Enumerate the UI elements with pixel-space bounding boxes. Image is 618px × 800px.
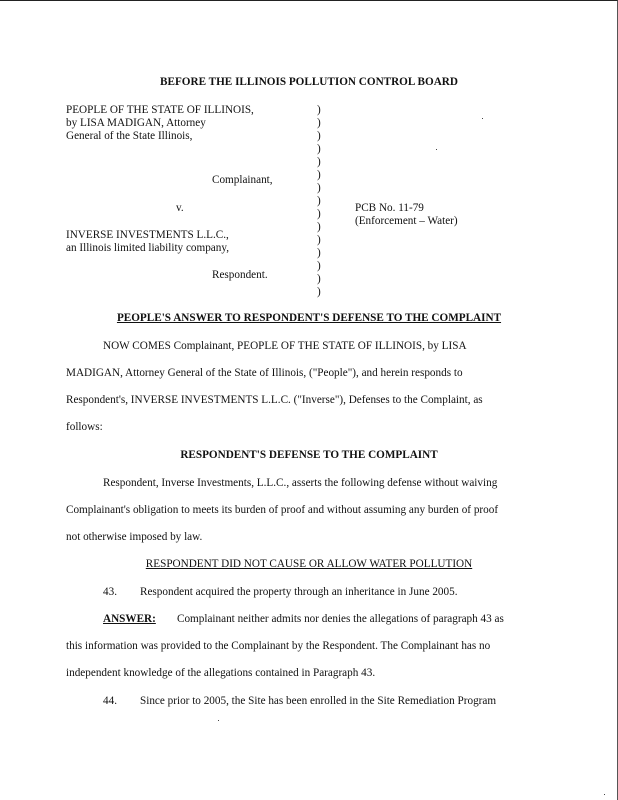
- paren: ): [317, 208, 321, 220]
- intro-line-2: MADIGAN, Attorney General of the State of Illinois, ("People"), and herein responds to: [66, 367, 463, 379]
- defense-heading: RESPONDENT'S DEFENSE TO THE COMPLAINT: [180, 449, 438, 461]
- answer-heading: PEOPLE'S ANSWER TO RESPONDENT'S DEFENSE TO THE COMPLAINT: [116, 312, 502, 324]
- paren: ): [317, 195, 321, 207]
- paren: ): [317, 260, 321, 272]
- paren: ): [317, 156, 321, 168]
- defense-line-1: Respondent, Inverse Investments, L.L.C., asserts the following defense without waiving: [103, 477, 498, 489]
- para-44-text: Since prior to 2005, the Site has been enrolled in the Site Remediation Program: [140, 695, 497, 707]
- intro-line-1: NOW COMES Complainant, PEOPLE OF THE STATE OF ILLINOIS, by LISA: [103, 340, 467, 352]
- para-43-number: 43.: [103, 586, 117, 598]
- plaintiff-line-1: PEOPLE OF THE STATE OF ILLINOIS,: [66, 104, 254, 116]
- scan-speck: [436, 149, 437, 150]
- respondent-label: Respondent.: [212, 269, 268, 281]
- intro-line-4: follows:: [66, 421, 103, 433]
- defense-line-2: Complainant's obligation to meets its burden of proof and without assuming any burden of proof: [66, 504, 499, 516]
- plaintiff-line-2: by LISA MADIGAN, Attorney: [66, 117, 206, 129]
- scan-speck: [218, 720, 219, 721]
- paren: ): [317, 286, 321, 298]
- defendant-line-1: INVERSE INVESTMENTS L.L.C.,: [66, 229, 229, 241]
- answer-43-line-1: Complainant neither admits nor denies the allegations of paragraph 43 as: [177, 613, 504, 625]
- versus-label: v.: [176, 202, 184, 214]
- board-title: BEFORE THE ILLINOIS POLLUTION CONTROL BOARD: [160, 76, 458, 88]
- defendant-line-2: an Illinois limited liability company,: [66, 242, 230, 254]
- case-type: (Enforcement – Water): [355, 215, 458, 227]
- paren: ): [317, 182, 321, 194]
- para-43-text: Respondent acquired the property through an inheritance in June 2005.: [140, 586, 458, 598]
- scan-speck: [482, 118, 483, 119]
- intro-line-3: Respondent's, INVERSE INVESTMENTS L.L.C. ("Inverse"), Defenses to the Complaint, as: [66, 394, 483, 406]
- scan-speck: [604, 794, 605, 795]
- paren: ): [317, 104, 321, 116]
- paren: ): [317, 169, 321, 181]
- paren: ): [317, 117, 321, 129]
- case-number: PCB No. 11-79: [355, 202, 424, 214]
- answer-label: ANSWER:: [103, 613, 156, 625]
- paren: ): [317, 247, 321, 259]
- paren: ): [317, 273, 321, 285]
- defense-line-3: not otherwise imposed by law.: [66, 531, 203, 543]
- paren: ): [317, 143, 321, 155]
- complainant-label: Complainant,: [212, 174, 273, 186]
- paren: ): [317, 130, 321, 142]
- answer-43-line-3: independent knowledge of the allegations contained in Paragraph 43.: [66, 667, 376, 679]
- answer-43-line-2: this information was provided to the Complainant by the Respondent. The Complainant has no: [66, 640, 491, 652]
- plaintiff-line-3: General of the State Illinois,: [66, 130, 193, 142]
- para-44-number: 44.: [103, 695, 117, 707]
- paren: ): [317, 234, 321, 246]
- sub-heading: RESPONDENT DID NOT CAUSE OR ALLOW WATER POLLUTION: [145, 558, 473, 570]
- paren: ): [317, 221, 321, 233]
